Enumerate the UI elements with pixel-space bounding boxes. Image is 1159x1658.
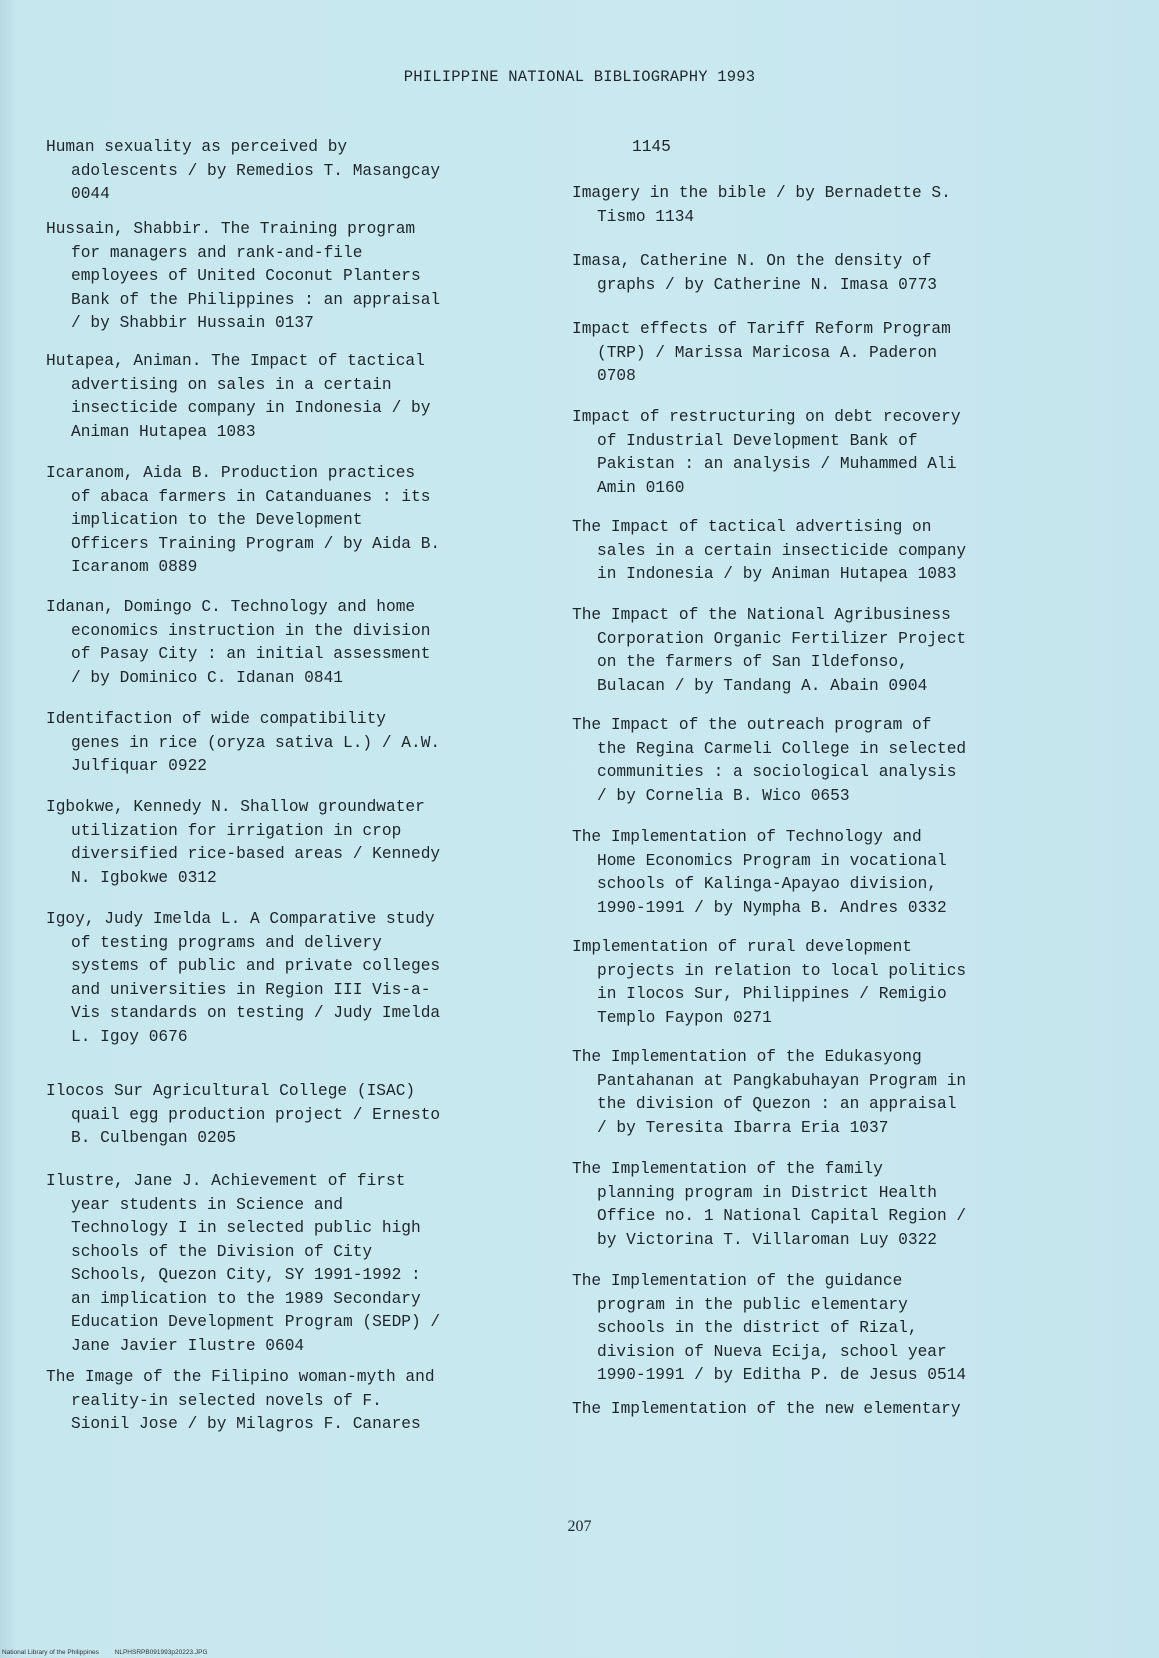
bibliography-entry: The Implementation of Technology and Home Economics Program in vocational schools of Kalinga-Apayao division, 1990-1991 / by Nympha B. Andres 0332 xyxy=(572,828,947,917)
bibliography-entry: The Impact of the National Agribusiness Corporation Organic Fertilizer Project on the farmers of San Ildefonso, Bulacan / by Tandang A. Abain 0904 xyxy=(572,606,967,695)
bibliography-entry: Hussain, Shabbir. The Training program for managers and rank-and-file employees of United Coconut Planters Bank of the Philippines : an appraisal / by Shabbir Hussain 0137 xyxy=(46,220,441,332)
bibliography-entry: The Impact of tactical advertising on sales in a certain insecticide company in Indonesia / by Animan Hutapea 1083 xyxy=(572,518,967,583)
bibliography-entry: Igoy, Judy Imelda L. A Comparative study of testing programs and delivery systems of public and private colleges and universities in Region III Vis-a- Vis standards on testing / Judy Imelda L. Igoy 0676 xyxy=(46,910,441,1046)
bibliography-entry: Ilustre, Jane J. Achievement of first year students in Science and Technology I in selected public high schools of the Division of City Schools, Quezon City, SY 1991-1992 : an implication to the 1989 Secondary Education Development Program (SEDP) / Jane Javier Ilustre 0604 xyxy=(46,1172,441,1355)
footer-filename: NLPHSRPB091993p20223.JPG xyxy=(114,1649,208,1656)
bibliography-entry: Identifaction of wide compatibility genes in rice (oryza sativa L.) / A.W. Julfiquar 0922 xyxy=(46,710,441,775)
continued-entry-number: 1145 xyxy=(632,138,671,156)
bibliography-entry: Idanan, Domingo C. Technology and home economics instruction in the division of Pasay City : an initial assessment / by Dominico C. Idanan 0841 xyxy=(46,598,431,687)
bibliography-entry: Implementation of rural development projects in relation to local politics in Ilocos Sur, Philippines / Remigio Templo Faypon 0271 xyxy=(572,938,967,1027)
bibliography-entry: The Implementation of the guidance program in the public elementary schools in the district of Rizal, division of Nueva Ecija, school year 1990-1991 / by Editha P. de Jesus 0514 xyxy=(572,1272,967,1384)
bibliography-entry: Human sexuality as perceived by adolescents / by Remedios T. Masangcay 0044 xyxy=(46,138,441,203)
page-number: 207 xyxy=(567,1518,592,1535)
bibliography-entry: Imagery in the bible / by Bernadette S. Tismo 1134 xyxy=(572,184,951,226)
scan-footer xyxy=(2,1649,222,1656)
page-header: PHILIPPINE NATIONAL BIBLIOGRAPHY 1993 xyxy=(403,68,756,86)
bibliography-entry: The Image of the Filipino woman-myth and reality-in selected novels of F. Sionil Jose / by Milagros F. Canares xyxy=(46,1368,435,1433)
bibliography-entry: The Implementation of the Edukasyong Pantahanan at Pangkabuhayan Program in the division of Quezon : an appraisal / by Teresita Ibarra Eria 1037 xyxy=(572,1048,967,1137)
bibliography-entry: Impact effects of Tariff Reform Program (TRP) / Marissa Maricosa A. Paderon 0708 xyxy=(572,320,951,385)
bibliography-entry: The Impact of the outreach program of the Regina Carmeli College in selected communities : a sociological analysis / by Cornelia B. Wico 0653 xyxy=(572,716,967,805)
bibliography-entry: Impact of restructuring on debt recovery of Industrial Development Bank of Pakistan : an analysis / Muhammed Ali Amin 0160 xyxy=(572,408,961,497)
bibliography-entry: The Implementation of the family planning program in District Health Office no. 1 National Capital Region / by Victorina T. Villaroman Luy 0322 xyxy=(572,1160,967,1249)
bibliography-entry: Ilocos Sur Agricultural College (ISAC) quail egg production project / Ernesto B. Culbengan 0205 xyxy=(46,1082,441,1147)
footer-library: National Library of the Philippines xyxy=(2,1649,99,1656)
bibliography-entry: Igbokwe, Kennedy N. Shallow groundwater utilization for irrigation in crop diversified rice-based areas / Kennedy N. Igbokwe 0312 xyxy=(46,798,441,887)
bibliography-entry: Imasa, Catherine N. On the density of graphs / by Catherine N. Imasa 0773 xyxy=(572,252,937,294)
bibliography-entry: Icaranom, Aida B. Production practices of abaca farmers in Catanduanes : its implication to the Development Officers Training Program / by Aida B. Icaranom 0889 xyxy=(46,464,441,576)
bibliography-entry: Hutapea, Animan. The Impact of tactical advertising on sales in a certain insecticide company in Indonesia / by Animan Hutapea 1083 xyxy=(46,352,431,441)
bibliography-entry: The Implementation of the new elementary xyxy=(572,1400,961,1418)
